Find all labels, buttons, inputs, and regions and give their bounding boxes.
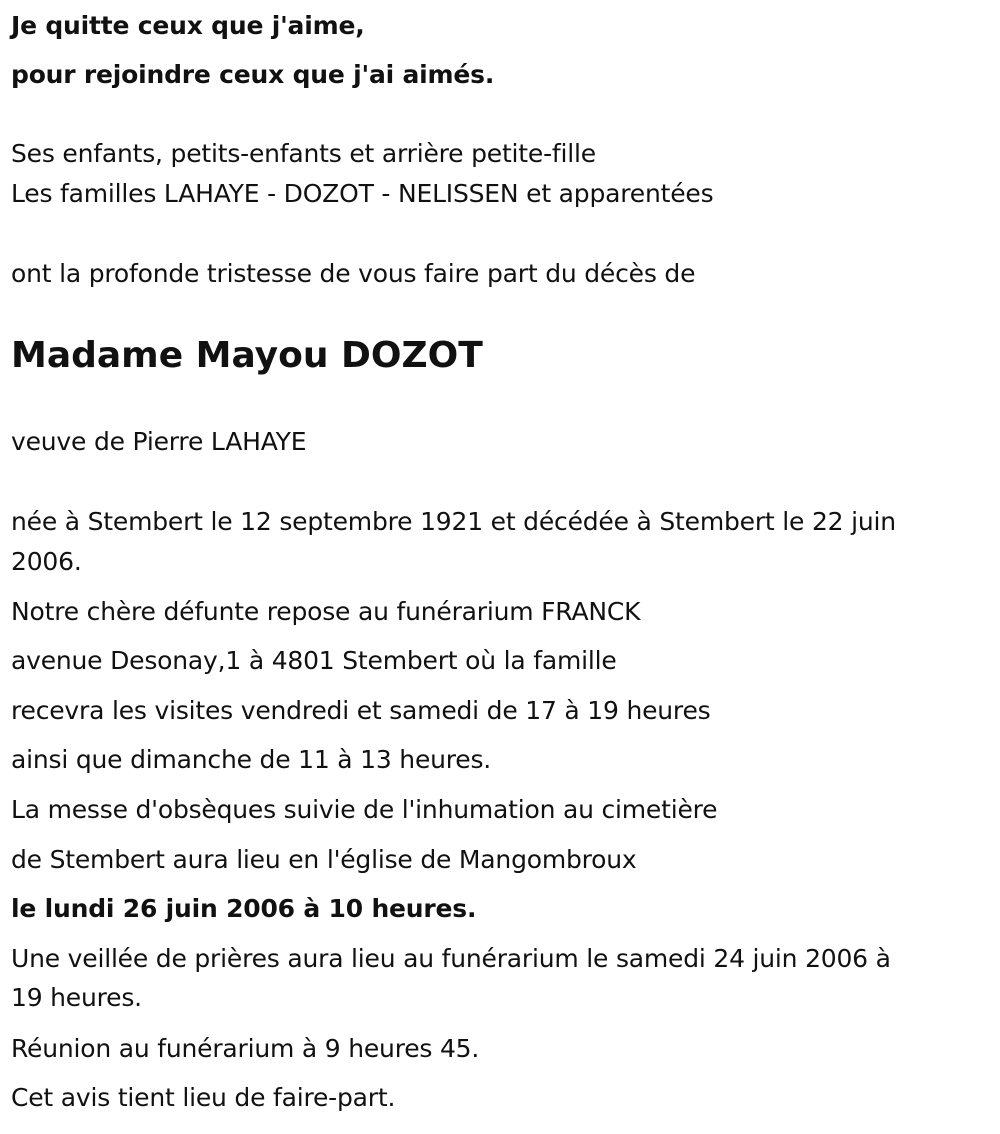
family-line-1: Ses enfants, petits-enfants et arrière petite-fille (11, 139, 596, 168)
closing-text: Cet avis tient lieu de faire-part. (11, 1083, 396, 1112)
mass-line-2: de Stembert aura lieu en l'église de Mangombroux (11, 845, 637, 874)
mass-date: le lundi 26 juin 2006 à 10 heures. (11, 894, 477, 923)
meeting-text: Réunion au funérarium à 9 heures 45. (11, 1034, 480, 1063)
birth-death-line-1: née à Stembert le 12 septembre 1921 et décédée à Stembert le 22 juin (11, 507, 896, 536)
visits-line-2: ainsi que dimanche de 11 à 13 heures. (11, 745, 492, 774)
announcement-text: ont la profonde tristesse de vous faire part du décès de (11, 259, 696, 288)
visits-line-1: recevra les visites vendredi et samedi de 17 à 19 heures (11, 696, 711, 725)
deceased-name: Madame Mayou DOZOT (11, 335, 483, 376)
rest-line-1: Notre chère défunte repose au funérarium FRANCK (11, 597, 641, 626)
widow-of-text: veuve de Pierre LAHAYE (11, 427, 307, 456)
vigil-line-2: 19 heures. (11, 983, 142, 1012)
rest-line-2: avenue Desonay,1 à 4801 Stembert où la famille (11, 646, 617, 675)
family-line-2: Les familles LAHAYE - DOZOT - NELISSEN et apparentées (11, 179, 714, 208)
quote-line-2: pour rejoindre ceux que j'ai aimés. (11, 60, 495, 89)
quote-line-1: Je quitte ceux que j'aime, (11, 11, 365, 40)
birth-death-line-2: 2006. (11, 547, 82, 576)
mass-line-1: La messe d'obsèques suivie de l'inhumation au cimetière (11, 795, 718, 824)
vigil-line-1: Une veillée de prières aura lieu au funérarium le samedi 24 juin 2006 à (11, 944, 891, 973)
